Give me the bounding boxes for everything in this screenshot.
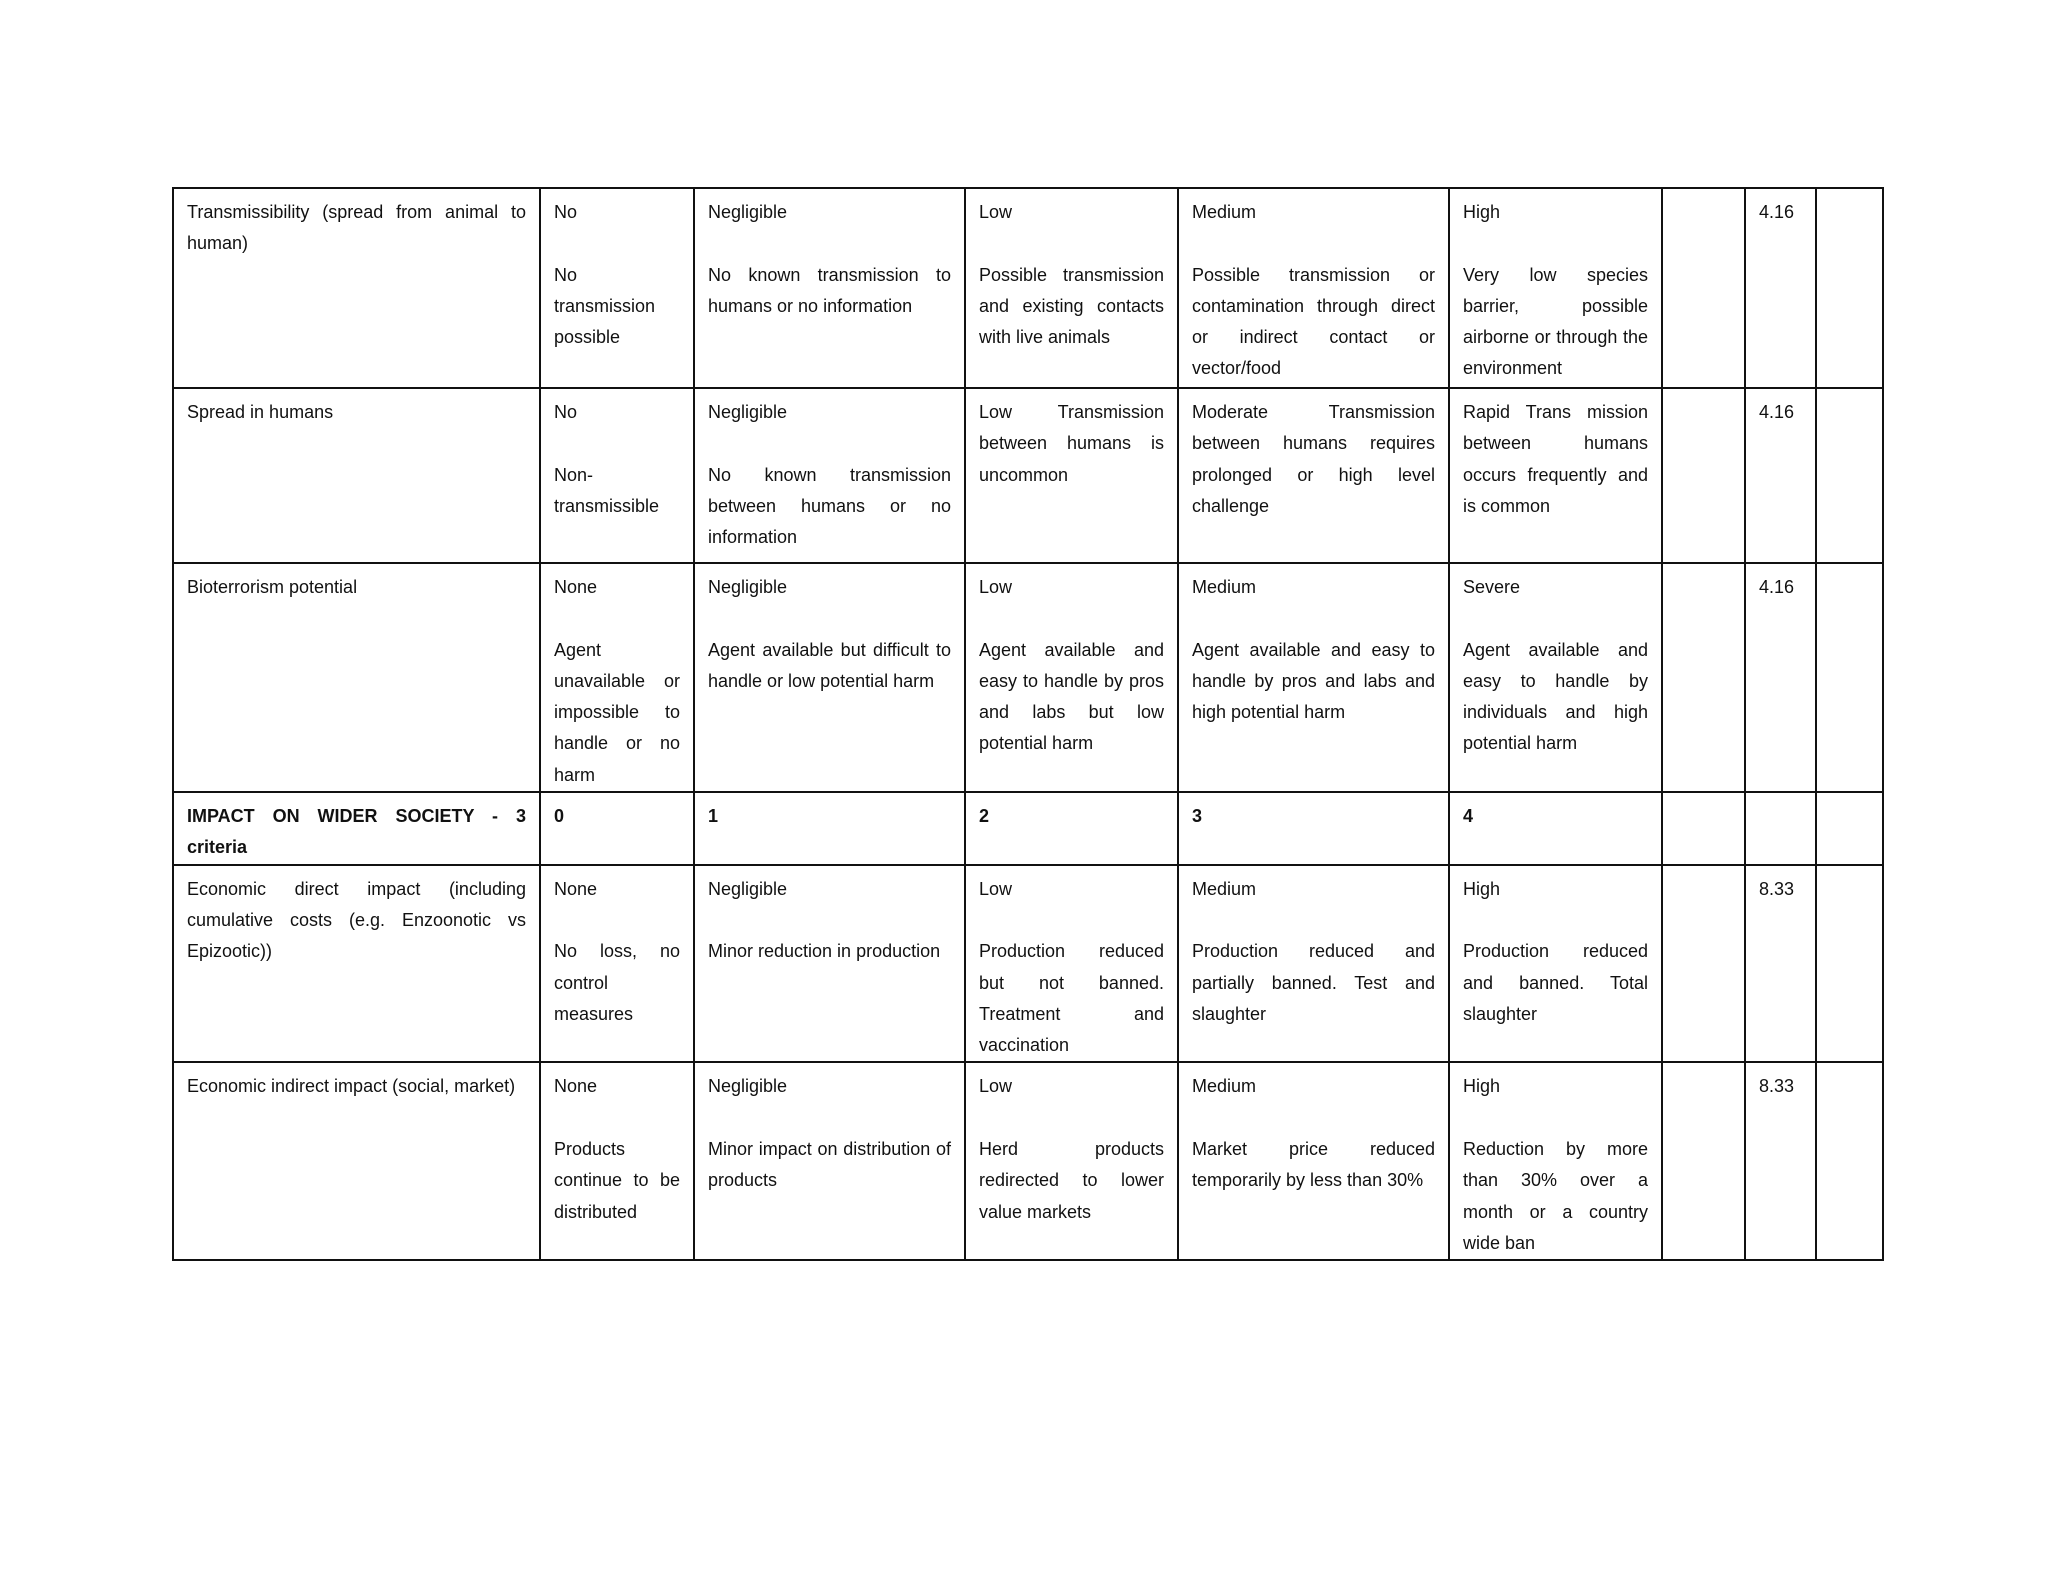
- criterion-label: Spread in humans: [187, 402, 334, 422]
- extra-cell: [1816, 865, 1883, 1063]
- level-cell: [540, 563, 694, 792]
- level-cell: [694, 563, 965, 792]
- score-cell: [1662, 388, 1745, 563]
- table-row: [173, 865, 1883, 1063]
- level-description: Non-transmissible: [554, 464, 660, 516]
- criterion-cell: [173, 865, 540, 1063]
- level-description: Agent available but difficult to handle or low potential harm: [708, 639, 951, 691]
- level-description: No known transmission between humans or no information: [708, 464, 951, 548]
- level-cell: [1178, 188, 1449, 388]
- extra-cell: [1816, 188, 1883, 388]
- weight-cell: 4.16: [1745, 563, 1816, 792]
- level-description: Agent unavailable or impossible to handle or no harm: [554, 639, 680, 785]
- level-cell: [694, 188, 965, 388]
- table-row: [173, 388, 1883, 563]
- level-description: Agent available and easy to handle by individuals and high potential harm: [1463, 639, 1648, 754]
- level-description: No transmission possible: [554, 264, 656, 348]
- score-cell: [1662, 1062, 1745, 1260]
- criterion-cell: [173, 188, 540, 388]
- level-label: High: [1463, 1076, 1501, 1097]
- level-description: Agent available and easy to handle by pros and labs but low potential harm: [979, 639, 1164, 754]
- level-cell: [1449, 865, 1662, 1063]
- level-cell: [1449, 388, 1662, 563]
- criterion-label: Transmissibility (spread from animal to human): [187, 202, 526, 254]
- level-description: Possible transmission and existing contacts with live animals: [979, 264, 1164, 348]
- section-header-cell: [173, 792, 540, 865]
- level-label: Medium: [1192, 1076, 1257, 1097]
- extra-cell: [1816, 563, 1883, 792]
- level-description: Reduction by more than 30% over a month or a country wide ban: [1463, 1139, 1648, 1253]
- criterion-cell: [173, 1062, 540, 1260]
- score-level-cell: [1449, 792, 1662, 865]
- score-level-label: 3: [1192, 806, 1203, 827]
- weight-cell: 8.33: [1745, 1062, 1816, 1260]
- level-label: Moderate Transmission between humans requires prolonged or high level challenge: [1192, 402, 1435, 516]
- level-cell: [965, 1062, 1178, 1260]
- score-level-label: 1: [708, 806, 719, 827]
- level-cell: [694, 388, 965, 563]
- section-header-row: [173, 792, 1883, 865]
- criterion-cell: [173, 563, 540, 792]
- criterion-label: Economic indirect impact (social, market): [187, 1076, 516, 1097]
- criterion-label: Bioterrorism potential: [187, 577, 358, 597]
- level-label: Low Transmission between humans is uncommon: [979, 402, 1164, 485]
- weight-cell: 8.33: [1745, 865, 1816, 1063]
- level-cell: [694, 865, 965, 1063]
- level-cell: [540, 188, 694, 388]
- level-label: Negligible: [708, 577, 788, 597]
- score-cell: [1662, 865, 1745, 1063]
- level-label: Low: [979, 577, 1013, 597]
- level-label: None: [554, 577, 598, 597]
- weight-cell: 4.16: [1745, 388, 1816, 563]
- level-label: Medium: [1192, 577, 1257, 597]
- criterion-cell: [173, 388, 540, 563]
- level-label: High: [1463, 878, 1501, 899]
- level-cell: [1178, 388, 1449, 563]
- level-cell: [1449, 563, 1662, 792]
- score-level-cell: [540, 792, 694, 865]
- level-cell: [540, 1062, 694, 1260]
- level-description: Agent available and easy to handle by pros and labs and high potential harm: [1192, 639, 1435, 723]
- level-label: No: [554, 202, 578, 222]
- level-label: Medium: [1192, 202, 1257, 222]
- level-description: No loss, no control measures: [554, 941, 680, 1024]
- level-cell: [965, 865, 1178, 1063]
- level-cell: [1449, 188, 1662, 388]
- level-label: None: [554, 878, 598, 899]
- level-cell: [1178, 1062, 1449, 1260]
- level-label: Low: [979, 202, 1013, 222]
- score-level-label: 2: [979, 806, 990, 827]
- level-label: Medium: [1192, 878, 1257, 899]
- level-cell: [1178, 563, 1449, 792]
- score-level-cell: [965, 792, 1178, 865]
- level-description: Production reduced and partially banned. Test and slaughter: [1192, 941, 1435, 1024]
- level-label: Rapid Trans mission between humans occurs frequently and is common: [1463, 402, 1648, 516]
- level-cell: [965, 563, 1178, 792]
- extra-cell: [1816, 792, 1883, 865]
- criteria-table: [172, 187, 1884, 1261]
- score-cell: [1662, 563, 1745, 792]
- level-label: No: [554, 402, 578, 422]
- level-cell: [965, 388, 1178, 563]
- table-row: [173, 188, 1883, 388]
- level-label: Negligible: [708, 878, 788, 899]
- weight-cell: [1745, 792, 1816, 865]
- score-level-cell: [694, 792, 965, 865]
- extra-cell: [1816, 388, 1883, 563]
- score-level-cell: [1178, 792, 1449, 865]
- score-level-label: 0: [554, 806, 565, 827]
- level-description: Possible transmission or contamination through direct or indirect contact or vector/food: [1192, 264, 1435, 379]
- level-description: Minor impact on distribution of products: [708, 1139, 951, 1191]
- level-description: Minor reduction in production: [708, 941, 941, 962]
- level-description: Market price reduced temporarily by less than 30%: [1192, 1139, 1435, 1191]
- level-cell: [1178, 865, 1449, 1063]
- level-cell: [694, 1062, 965, 1260]
- level-description: Herd products redirected to lower value markets: [979, 1139, 1164, 1222]
- weight-cell: 4.16: [1745, 188, 1816, 388]
- level-description: Products continue to be distributed: [554, 1139, 680, 1222]
- level-cell: [965, 188, 1178, 388]
- level-label: Negligible: [708, 202, 788, 222]
- table-row: [173, 1062, 1883, 1260]
- level-description: No known transmission to humans or no information: [708, 264, 951, 316]
- level-label: Low: [979, 1076, 1013, 1097]
- level-label: Low: [979, 878, 1013, 899]
- level-cell: [540, 865, 694, 1063]
- table-row: [173, 563, 1883, 792]
- level-label: None: [554, 1076, 598, 1097]
- criteria-table-body: [173, 188, 1883, 1260]
- section-title: IMPACT ON WIDER SOCIETY - 3 criteria: [187, 806, 526, 858]
- level-description: Very low species barrier, possible airborne or through the environment: [1463, 264, 1648, 379]
- level-label: High: [1463, 202, 1501, 222]
- level-description: Production reduced but not banned. Treatment and vaccination: [979, 941, 1164, 1056]
- level-description: Production reduced and banned. Total slaughter: [1463, 941, 1648, 1024]
- level-label: Negligible: [708, 402, 788, 422]
- level-cell: [540, 388, 694, 563]
- extra-cell: [1816, 1062, 1883, 1260]
- level-label: Negligible: [708, 1076, 788, 1097]
- criterion-label: Economic direct impact (including cumulative costs (e.g. Enzoonotic vs Epizootic)): [187, 878, 526, 962]
- score-cell: [1662, 188, 1745, 388]
- level-cell: [1449, 1062, 1662, 1260]
- level-label: Severe: [1463, 577, 1521, 597]
- score-level-label: 4: [1463, 806, 1474, 827]
- score-cell: [1662, 792, 1745, 865]
